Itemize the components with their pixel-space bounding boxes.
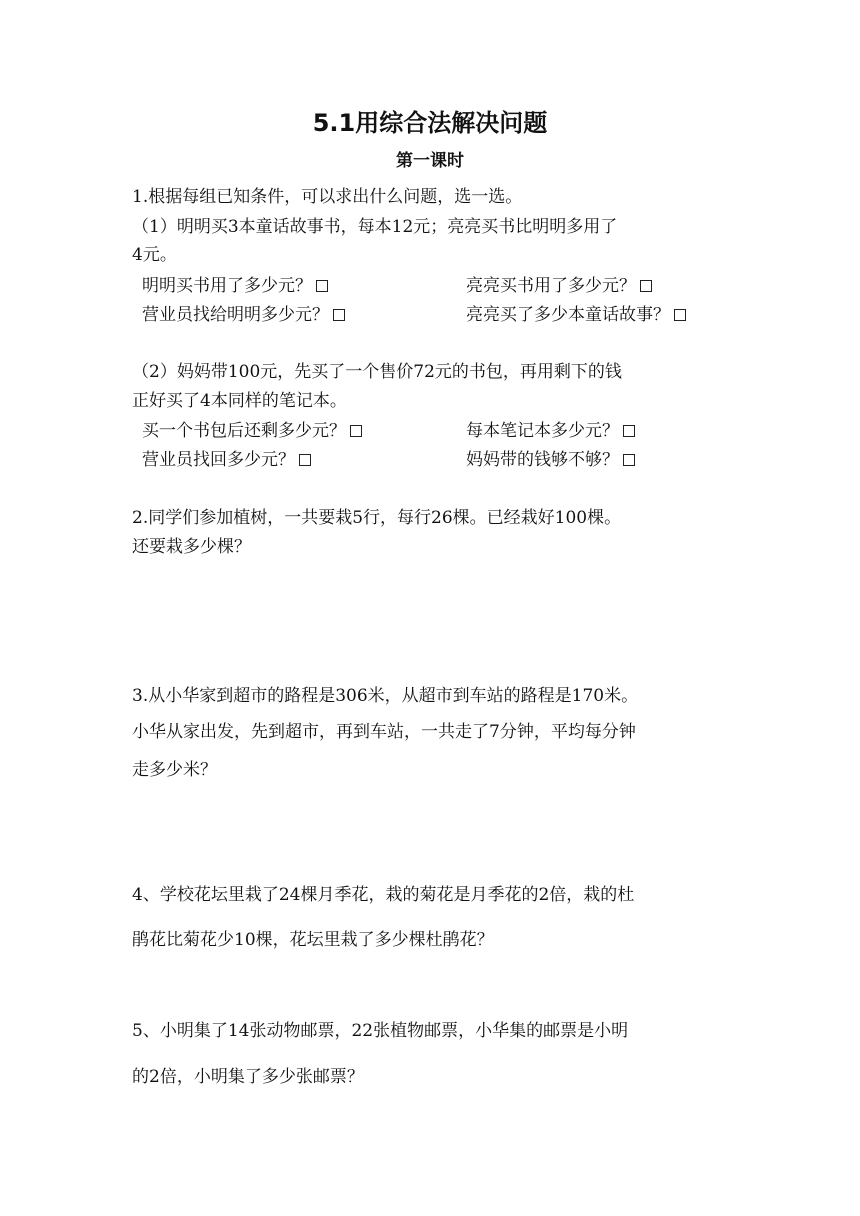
option-label: 买一个书包后还剩多少元？ [142, 421, 346, 441]
checkbox[interactable] [640, 280, 652, 292]
checkbox[interactable] [350, 425, 362, 437]
q5-line1: 5、小明集了14张动物邮票，22张植物邮票，小华集的邮票是小明 [132, 1021, 629, 1041]
q1-part1-option [142, 278, 328, 295]
q2-line1: 2.同学们参加植树，一共要栽5行，每行26棵。已经栽好100棵。 [132, 508, 622, 528]
checkbox[interactable] [333, 309, 345, 321]
q1-part2-option [142, 452, 311, 469]
q1-part1-option [466, 307, 686, 324]
page-title: 5.1用综合法解决问题 [312, 109, 548, 137]
q1-stem: 1.根据每组已知条件，可以求出什么问题，选一选。 [132, 187, 523, 207]
q4-line1: 4、学校花坛里栽了24棵月季花，栽的菊花是月季花的2倍，栽的杜 [132, 885, 635, 905]
q1-part2-option [466, 423, 635, 440]
option-label: 亮亮买了多少本童话故事？ [466, 305, 670, 325]
q1-part1-option [466, 278, 652, 295]
option-label: 营业员找回多少元？ [142, 450, 295, 470]
checkbox[interactable] [674, 309, 686, 321]
option-label: 亮亮买书用了多少元？ [466, 276, 636, 296]
q5-line2: 的2倍，小明集了多少张邮票？ [132, 1067, 364, 1087]
option-label: 营业员找给明明多少元？ [142, 305, 329, 325]
q3-line3: 走多少米？ [132, 760, 217, 780]
checkbox[interactable] [623, 425, 635, 437]
option-label: 明明买书用了多少元？ [142, 276, 312, 296]
q1-part2-option [466, 452, 635, 469]
q1-part2-line1: （2）妈妈带100元，先买了一个售价72元的书包，再用剩下的钱 [132, 362, 622, 382]
checkbox[interactable] [316, 280, 328, 292]
page-subtitle: 第一课时 [396, 151, 464, 171]
q1-part1-option [142, 307, 345, 324]
q3-line1: 3.从小华家到超市的路程是306米，从超市到车站的路程是170米。 [132, 686, 639, 706]
q4-line2: 鹃花比菊花少10棵，花坛里栽了多少棵杜鹃花？ [132, 930, 494, 950]
q1-part1-line2: 4元。 [132, 245, 177, 265]
checkbox[interactable] [623, 454, 635, 466]
option-label: 妈妈带的钱够不够？ [466, 450, 619, 470]
q3-line2: 小华从家出发，先到超市，再到车站，一共走了7分钟，平均每分钟 [132, 722, 636, 742]
option-label: 每本笔记本多少元？ [466, 421, 619, 441]
q1-part1-line1: （1）明明买3本童话故事书，每本12元；亮亮买书比明明多用了 [132, 217, 618, 237]
q1-part2-option [142, 423, 362, 440]
q1-part2-line2: 正好买了4本同样的笔记本。 [132, 391, 347, 411]
checkbox[interactable] [299, 454, 311, 466]
q2-line2: 还要栽多少棵？ [132, 537, 251, 557]
